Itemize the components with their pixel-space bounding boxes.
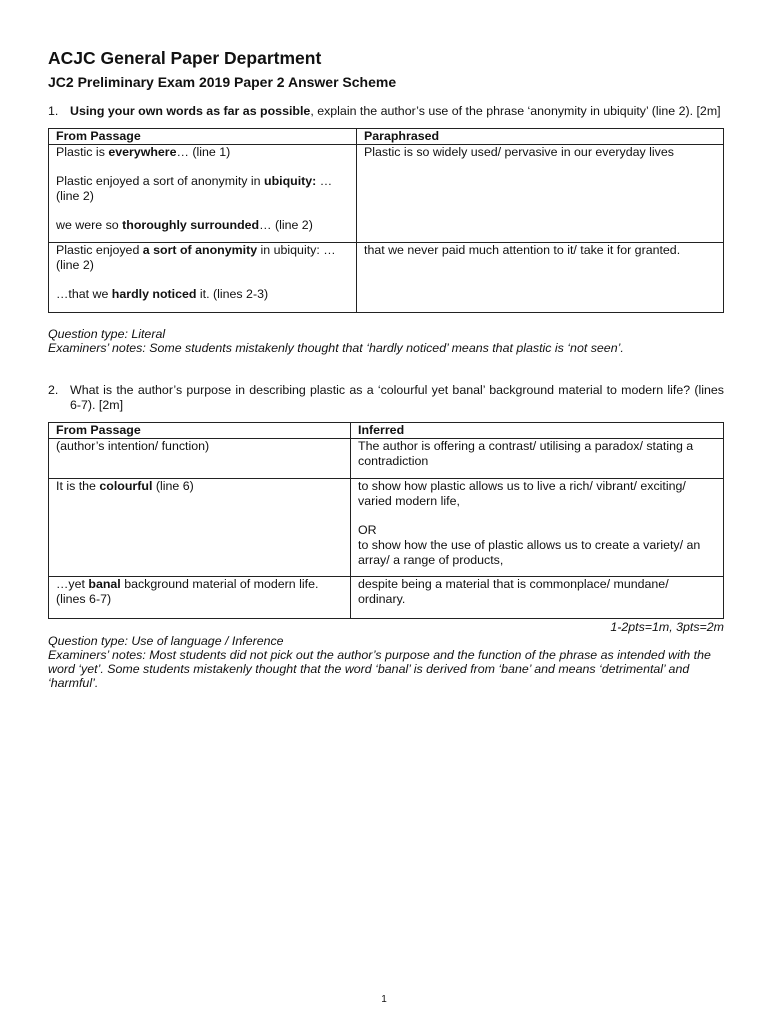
table-row <box>49 243 724 313</box>
question-type-note: Question type: Use of language / Inference <box>48 634 284 648</box>
table-row <box>49 479 724 577</box>
table-cell <box>49 145 357 243</box>
table-row <box>49 145 724 243</box>
table-header-row <box>49 423 724 439</box>
table-cell <box>49 479 351 577</box>
passage-line: Plastic is everywhere… (line 1) <box>56 145 231 159</box>
table-cell <box>351 479 724 577</box>
table-header-row <box>49 129 724 145</box>
question-text: What is the author’s purpose in describing plastic as a ‘colourful yet banal’ background material to modern life? (lines 6-7). [2m] <box>70 383 724 412</box>
answer-table-q2 <box>48 422 724 619</box>
question-emphasis: Using your own words as far as possible <box>70 104 311 118</box>
answer-table-q1 <box>48 128 724 313</box>
passage-line: Plastic enjoyed a sort of anonymity in ubiquity: … (line 2) <box>56 174 333 203</box>
table-cell <box>49 243 357 313</box>
column-header: From Passage <box>49 423 351 439</box>
passage-line: …yet banal background material of modern life. (lines 6-7) <box>56 577 319 606</box>
question-text <box>70 104 724 119</box>
document-subtitle: JC2 Preliminary Exam 2019 Paper 2 Answer Scheme <box>48 74 397 90</box>
table-cell: despite being a material that is commonplace/ mundane/ ordinary. <box>351 577 724 619</box>
passage-line: …that we hardly noticed it. (lines 2-3) <box>56 287 269 301</box>
question-2 <box>48 383 724 413</box>
examiners-note: Examiners’ notes: Most students did not pick out the author’s purpose and the function of the phrase as intended with the word ‘yet’. Some students mistakenly thought that the word ‘banal’ is derived from ‘bane’ and means ‘detrimental’ and ‘harmful’. <box>48 648 711 690</box>
table-cell: Plastic is so widely used/ pervasive in our everyday lives <box>357 145 724 243</box>
column-header: Inferred <box>351 423 724 439</box>
passage-line: we were so thoroughly surrounded… (line 2) <box>56 218 313 232</box>
table-row <box>49 439 724 479</box>
page-number: 1 <box>381 994 387 1005</box>
column-header: From Passage <box>49 129 357 145</box>
passage-line: Plastic enjoyed a sort of anonymity in ubiquity: … (line 2) <box>56 243 336 272</box>
column-header: Paraphrased <box>357 129 724 145</box>
table-cell: The author is offering a contrast/ utilising a paradox/ stating a contradiction <box>351 439 724 479</box>
inferred-line: to show how the use of plastic allows us to create a variety/ an array/ a range of products, <box>358 538 701 567</box>
document-page <box>48 48 724 690</box>
department-title: ACJC General Paper Department <box>48 48 322 68</box>
examiners-note: Examiners’ notes: Some students mistakenly thought that ‘hardly noticed’ means that plastic is ‘not seen’. <box>48 341 624 355</box>
table-cell: (author’s intention/ function) <box>49 439 351 479</box>
table-row <box>49 577 724 619</box>
inferred-line: to show how plastic allows us to live a rich/ vibrant/ exciting/ varied modern life, <box>358 479 686 508</box>
question-rest: , explain the author’s use of the phrase ‘anonymity in ubiquity’ (line 2). [2m] <box>310 104 721 118</box>
inferred-line: OR <box>358 523 377 537</box>
question-1 <box>48 104 724 119</box>
table-cell: that we never paid much attention to it/ take it for granted. <box>357 243 724 313</box>
question-type-note: Question type: Literal <box>48 327 166 341</box>
scoring-note: 1-2pts=1m, 3pts=2m <box>610 620 724 634</box>
passage-line: It is the colourful (line 6) <box>56 479 194 493</box>
question-number: 1. <box>48 104 59 118</box>
table-cell <box>49 577 351 619</box>
question-number: 2. <box>48 383 59 397</box>
